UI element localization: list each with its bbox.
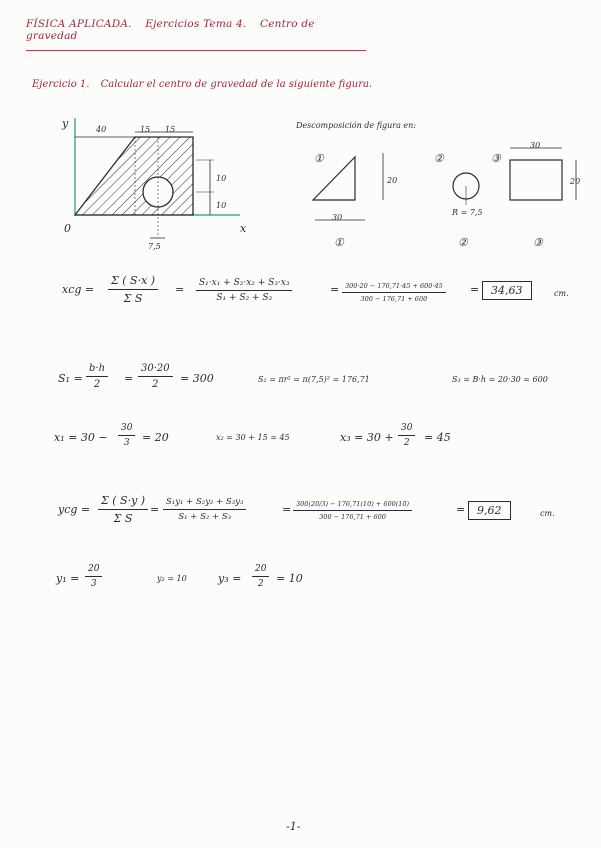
topic-title: Centro de gravedad bbox=[26, 18, 315, 42]
s1-fraction-2: $\frac{30\cdot 20}{2}$ bbox=[138, 363, 173, 390]
triangle-height: 20 bbox=[387, 176, 398, 185]
dim-40: 40 bbox=[96, 125, 107, 134]
x-axis-label: x bbox=[240, 222, 247, 235]
xcg-sub-fraction: $\frac{300\cdot 20 - 176,71\cdot 45 + 600\cdot 45}{300 - 176,71 + 600}$ bbox=[342, 282, 446, 303]
composite-shape bbox=[75, 137, 193, 215]
ycg-unit: cm. bbox=[540, 509, 555, 518]
y3-lhs: y₃ = bbox=[218, 572, 242, 585]
exercise-number: Ejercicio 1. bbox=[32, 79, 90, 90]
x3-lhs: x₃ = 30 + bbox=[340, 431, 394, 444]
page-number: -1- bbox=[286, 820, 301, 833]
xcg-fraction: $\frac{\Sigma ( S\cdot x )}{\text{Σ S}}$ bbox=[108, 274, 158, 305]
y-axis-label: y bbox=[62, 117, 69, 130]
ycg-lhs: ycg = bbox=[58, 503, 91, 516]
triangle-base: 30 bbox=[332, 213, 343, 222]
dim-10a: 10 bbox=[216, 174, 227, 183]
dim-15a: 15 bbox=[140, 125, 151, 134]
exercises-title: Ejercicios Tema 4. bbox=[145, 18, 247, 30]
ycg-fraction: $\frac{\Sigma ( S\cdot y )}{\text{Σ S}}$ bbox=[98, 494, 148, 525]
decomp-label-2: ② bbox=[434, 152, 444, 165]
exercise-text: Calcular el centro de gravedad de la siguiente figura. bbox=[100, 79, 373, 90]
worksheet-page: FÍSICA APLICADA. Ejercicios Tema 4. Centro de gravedad Ejercicio 1. Calcular el centro de gravedad de la siguiente figura. y x 0 40 15 15 10 10 7,5 Descomposición de figura en: ① ② ③ 20 30 R = 7,5 30 20 ① ② ③ xcg = $\frac{\Sigma ( S\cdot x )}{\text{Σ S}}$ = $\frac{\text{S₁·x₁ + S₂·x₂ + S₃·x₃}}{\text{S₁ + S₂ + S₃}}$ = $\frac{300\cdot 20 - 176,71\cdot 45 + 600\cdot 45}{300 - 176,71 + 600}$ = 34,63 cm. S₁ = $\frac{b\cdot h}{2}$ = $\frac{30\cdot 20}{2}$ = 300 S₂ = πr² = π(7,5)² = 176,71 S₃ = B·h = 20·30 = 600 x₁ = 30 − $\frac{30}{3}$ = 20 x₂ = 30 + 15 = 45 x₃ = 30 + $\frac{30}{2}$ = 45 ycg = $\frac{\Sigma ( S\cdot y )}{\text{Σ S}}$ = $\frac{\text{S₁y₁ + S₂y₂ + S₃y₃}}{\text{S₁ + S₂ + S₃}}$ = $\frac{300(20/3) - 176,71(10) + 600(10)}{300 - 176,71 + 600}$ = 9,62 cm. y₁ = $\frac{20}{3}$ y₂ = 10 y₃ = $\frac{20}{2}$ = 10 -1- bbox=[0, 0, 601, 848]
dim-7-5: 7,5 bbox=[148, 242, 161, 251]
s3-formula: S₃ = B·h = 20·30 = 600 bbox=[452, 375, 548, 384]
ycg-result: 9,62 bbox=[468, 501, 511, 520]
x3-value: = 45 bbox=[424, 431, 451, 444]
xcg-unit: cm. bbox=[554, 289, 569, 298]
course-title: FÍSICA APLICADA. bbox=[26, 18, 132, 30]
x1-value: = 20 bbox=[142, 431, 169, 444]
y2-formula: y₂ = 10 bbox=[157, 574, 187, 583]
s1-value: = 300 bbox=[180, 372, 214, 385]
x3-fraction: $\frac{30}{2}$ bbox=[398, 423, 415, 448]
dim-15b: 15 bbox=[165, 125, 176, 134]
decomposition-title: Descomposición de figura en: bbox=[296, 121, 417, 130]
xcg-lhs: xcg = bbox=[62, 283, 95, 296]
s1-lhs: S₁ = bbox=[58, 372, 83, 385]
x1-lhs: x₁ = 30 − bbox=[54, 431, 108, 444]
x1-fraction: $\frac{30}{3}$ bbox=[118, 423, 135, 448]
s1-fraction-1: $\frac{b\cdot h}{2}$ bbox=[86, 363, 108, 390]
decomp-label-1: ① bbox=[314, 152, 324, 165]
dim-10b: 10 bbox=[216, 201, 227, 210]
y3-fraction: $\frac{20}{2}$ bbox=[252, 564, 269, 589]
y1-fraction: $\frac{20}{3}$ bbox=[85, 564, 102, 589]
decomp-bottom-3: ③ bbox=[533, 236, 543, 249]
s2-formula: S₂ = πr² = π(7,5)² = 176,71 bbox=[258, 375, 370, 384]
ycg-sub-fraction: $\frac{300(20/3) - 176,71(10) + 600(10)}{300 - 176,71 + 600}$ bbox=[293, 500, 412, 521]
ycg-mid-fraction: $\frac{\text{S₁y₁ + S₂y₂ + S₃y₃}}{\text{S₁ + S₂ + S₃}}$ bbox=[163, 497, 246, 522]
decomp-bottom-1: ① bbox=[334, 236, 344, 249]
rect-width: 30 bbox=[530, 141, 541, 150]
x2-formula: x₂ = 30 + 15 = 45 bbox=[216, 433, 290, 442]
origin-label: 0 bbox=[64, 222, 71, 235]
xcg-mid-fraction: $\frac{\text{S₁·x₁ + S₂·x₂ + S₃·x₃}}{\text{S₁ + S₂ + S₃}}$ bbox=[196, 278, 292, 303]
rect-height: 20 bbox=[570, 177, 581, 186]
decomp-label-3: ③ bbox=[491, 152, 501, 165]
rectangle-shape bbox=[510, 160, 562, 200]
y1-lhs: y₁ = bbox=[56, 572, 80, 585]
decomp-bottom-2: ② bbox=[458, 236, 468, 249]
xcg-result: 34,63 bbox=[482, 281, 532, 300]
y3-value: = 10 bbox=[276, 572, 303, 585]
circle-radius: R = 7,5 bbox=[452, 208, 483, 217]
